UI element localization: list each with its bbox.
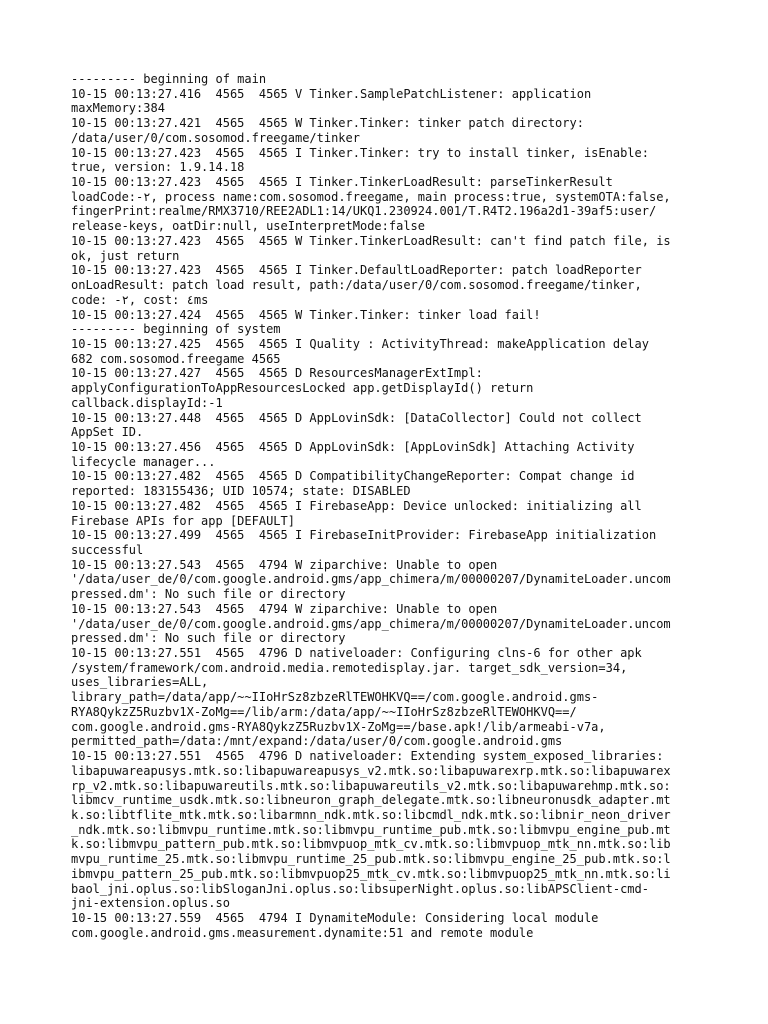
- log-line: successful: [71, 543, 144, 557]
- log-line: 10-15 00:13:27.423 4565 4565 I Tinker.DefaultLoadReporter: patch loadReporter: [71, 263, 642, 278]
- log-line: k.so:libtflite_mtk.mtk.so:libarmnn_ndk.mtk.so:libcmdl_ndk.mtk.so:libnir_neon_driver: [71, 807, 671, 822]
- log-line: '/data/user_de/0/com.google.android.gms/app_chimera/m/00000207/DynamiteLoader.uncom: [71, 572, 671, 587]
- log-line: 10-15 00:13:27.423 4565 4565 I Tinker.TinkerLoadResult: parseTinkerResult: [71, 175, 613, 190]
- log-line: 10-15 00:13:27.456 4565 4565 D AppLovinSdk: [AppLovinSdk] Attaching Activity: [71, 439, 635, 454]
- log-line: mvpu_runtime_25.mtk.so:libmvpu_runtime_25_pub.mtk.so:libmvpu_engine_25_pub.mtk.so:l: [71, 852, 671, 867]
- log-line: _ndk.mtk.so:libmvpu_runtime.mtk.so:libmvpu_runtime_pub.mtk.so:libmvpu_engine_pub.mt: [71, 822, 671, 837]
- log-line: --------- beginning of main: [71, 72, 267, 86]
- log-line: applyConfigurationToAppResourcesLocked app.getDisplayId() return: [71, 381, 534, 396]
- log-line: maxMemory:384: [71, 101, 165, 116]
- log-line: code: -٢, cost: ٤ms: [71, 292, 209, 307]
- log-line: 10-15 00:13:27.551 4565 4796 D nativeloader: Configuring clns-6 for other apk: [71, 646, 642, 661]
- log-line: library_path=/data/app/~~IIoHrSz8zbzeRlTEWOHKVQ==/com.google.android.gms-: [71, 690, 599, 705]
- log-line: '/data/user_de/0/com.google.android.gms/app_chimera/m/00000207/DynamiteLoader.uncom: [71, 616, 671, 631]
- log-line: Firebase APIs for app [DEFAULT]: [71, 513, 295, 528]
- log-line: 682 com.sosomod.freegame 4565: [71, 351, 281, 366]
- log-line: RYA8QykzZ5Ruzbv1X-ZoMg==/lib/arm:/data/app/~~IIoHrSz8zbzeRlTEWOHKVQ==/: [71, 704, 577, 719]
- log-line: ok, just return: [71, 248, 180, 263]
- log-line: 10-15 00:13:27.425 4565 4565 I Quality : ActivityThread: makeApplication delay: [71, 336, 649, 351]
- log-line: 10-15 00:13:27.551 4565 4796 D nativeloader: Extending system_exposed_libraries:: [71, 749, 664, 764]
- log-line: 10-15 00:13:27.423 4565 4565 I Tinker.Tinker: try to install tinker, isEnable:: [71, 145, 649, 160]
- log-line: baol_jni.oplus.so:libSloganJni.oplus.so:libsuperNight.oplus.so:libAPSClient-cmd-: [71, 881, 649, 896]
- log-line: 10-15 00:13:27.543 4565 4794 W ziparchive: Unable to open: [71, 557, 498, 572]
- log-line: com.google.android.gms.measurement.dynamite:51 and remote module: [71, 925, 534, 940]
- log-line: AppSet ID.: [71, 425, 144, 440]
- log-line: release-keys, oatDir:null, useInterpretMode:false: [71, 219, 426, 234]
- log-line: 10-15 00:13:27.482 4565 4565 D CompatibilityChangeReporter: Compat change id: [71, 469, 635, 484]
- log-line: --------- beginning of system: [71, 322, 281, 337]
- log-line: libapuwareapusys.mtk.so:libapuwareapusys_v2.mtk.so:libapuwarexrp.mtk.so:libapuwarex: [71, 763, 671, 778]
- log-line: ibmvpu_pattern_25_pub.mtk.so:libmvpuop25_mtk_cv.mtk.so:libmvpuop25_mtk_nn.mtk.so:li: [71, 866, 671, 881]
- log-line: libmcv_runtime_usdk.mtk.so:libneuron_graph_delegate.mtk.so:libneuronusdk_adapter.mt: [71, 793, 671, 808]
- log-line: permitted_path=/data:/mnt/expand:/data/user/0/com.google.android.gms: [71, 734, 563, 749]
- log-line: rp_v2.mtk.so:libapuwareutils.mtk.so:libapuwareutils_v2.mtk.so:libapuwarehmp.mtk.so:: [71, 778, 671, 793]
- log-line: reported: 183155436; UID 10574; state: DISABLED: [71, 484, 411, 499]
- log-line: 10-15 00:13:27.543 4565 4794 W ziparchive: Unable to open: [71, 601, 498, 616]
- log-line: 10-15 00:13:27.448 4565 4565 D AppLovinSdk: [DataCollector] Could not collect: [71, 410, 642, 425]
- log-line: /system/framework/com.android.media.remotedisplay.jar. target_sdk_version=34,: [71, 660, 628, 675]
- log-line: pressed.dm': No such file or directory: [71, 631, 346, 646]
- log-text-block: [71, 72, 711, 940]
- log-line: k.so:libmvpu_pattern_pub.mtk.so:libmvpuop_mtk_cv.mtk.so:libmvpuop_mtk_nn.mtk.so:lib: [71, 837, 671, 852]
- log-line: /data/user/0/com.sosomod.freegame/tinker: [71, 130, 360, 145]
- log-line: fingerPrint:realme/RMX3710/REE2ADL1:14/UKQ1.230924.001/T.R4T2.196a2d1-39af5:user/: [71, 204, 657, 219]
- log-line: lifecycle manager...: [71, 454, 216, 469]
- log-line: true, version: 1.9.14.18: [71, 160, 245, 175]
- log-line: 10-15 00:13:27.416 4565 4565 V Tinker.SamplePatchListener: application: [71, 86, 592, 101]
- log-line: onLoadResult: patch load result, path:/data/user/0/com.sosomod.freegame/tinker,: [71, 278, 642, 293]
- log-line: jni-extension.oplus.so: [71, 896, 230, 911]
- log-line: 10-15 00:13:27.482 4565 4565 I FirebaseApp: Device unlocked: initializing all: [71, 498, 642, 513]
- log-line: loadCode:-٢, process name:com.sosomod.freegame, main process:true, systemOTA:false,: [71, 189, 671, 204]
- log-line: callback.displayId:-1: [71, 395, 223, 410]
- log-line: com.google.android.gms-RYA8QykzZ5Ruzbv1X-ZoMg==/base.apk!/lib/armeabi-v7a,: [71, 719, 606, 734]
- log-line: 10-15 00:13:27.423 4565 4565 W Tinker.TinkerLoadResult: can't find patch file, is: [71, 233, 671, 248]
- log-line: 10-15 00:13:27.559 4565 4794 I DynamiteModule: Considering local module: [71, 910, 599, 925]
- log-line: 10-15 00:13:27.424 4565 4565 W Tinker.Tinker: tinker load fail!: [71, 307, 541, 322]
- log-line: uses_libraries=ALL,: [71, 675, 209, 690]
- log-line: 10-15 00:13:27.421 4565 4565 W Tinker.Tinker: tinker patch directory:: [71, 116, 584, 131]
- log-line: 10-15 00:13:27.427 4565 4565 D ResourcesManagerExtImpl:: [71, 366, 483, 381]
- log-line: pressed.dm': No such file or directory: [71, 587, 346, 602]
- log-line: 10-15 00:13:27.499 4565 4565 I FirebaseInitProvider: FirebaseApp initialization: [71, 528, 657, 543]
